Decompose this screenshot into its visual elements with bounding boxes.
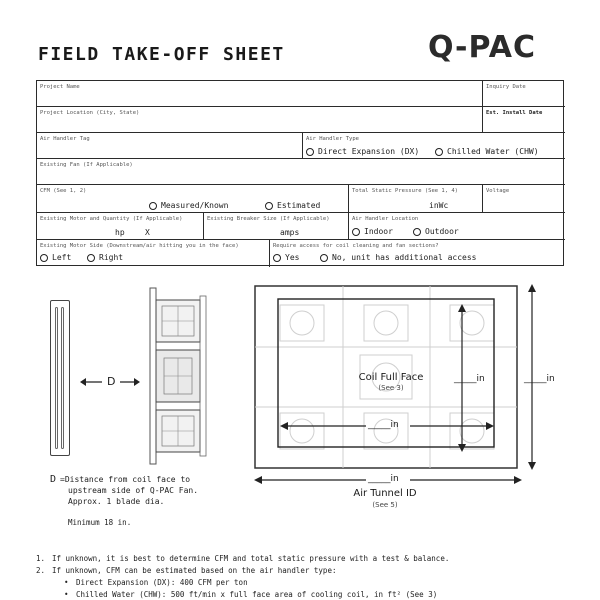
motor-hp-unit: hp (115, 228, 125, 237)
q-pac-logo: Q-PAC (428, 30, 536, 65)
air-handler-tag-field[interactable] (37, 133, 303, 159)
cfm-field (37, 185, 349, 213)
inquiry-date-label: Inquiry Date (486, 84, 526, 90)
est-install-date-field[interactable] (483, 107, 565, 133)
air-handler-type-label: Air Handler Type (306, 136, 359, 142)
option-outdoor[interactable]: Outdoor (413, 227, 459, 236)
access-question-label: Require access for coil cleaning and fan sections? (273, 243, 439, 249)
radio-circle-icon (265, 202, 273, 210)
bullet-icon: • (64, 578, 69, 587)
cfm-label: CFM (See 1, 2) (40, 188, 87, 194)
voltage-label: Voltage (486, 188, 510, 194)
option-no-additional-access[interactable]: No, unit has additional access (320, 253, 477, 262)
option-estimated[interactable]: Estimated (265, 201, 320, 210)
access-field (270, 240, 565, 267)
fan-array-side-view (140, 286, 210, 466)
project-location-field[interactable] (37, 107, 483, 133)
d-definition-note: D =Distance from coil face to upstream side of Q-PAC Fan. Approx. 1 blade dia. (50, 474, 199, 506)
existing-motor-side-field (37, 240, 270, 267)
radio-circle-icon (435, 148, 443, 156)
air-tunnel-id-label: Air Tunnel ID (353, 488, 417, 499)
footnote-bullet: • Direct Expansion (DX): 400 CFM per ton (64, 578, 248, 587)
tsp-unit: inWc (429, 201, 449, 210)
radio-circle-icon (273, 254, 281, 262)
air-handler-location-label: Air Handler Location (352, 216, 419, 222)
footnote-item: 2. If unknown, CFM can be estimated based on the air handler type: (36, 566, 337, 575)
existing-breaker-field[interactable] (204, 213, 349, 240)
project-location-label: Project Location (City, State) (40, 110, 140, 116)
coil-width-input[interactable]: _____in (368, 420, 399, 430)
minimum-distance-note: Minimum 18 in. (68, 518, 132, 527)
footnote-bullet: • Chilled Water (CHW): 500 ft/min x full face area of cooling coil, in ft² (See 3) (64, 590, 438, 599)
option-chilled-water[interactable]: Chilled Water (CHW) (435, 147, 539, 156)
existing-motor-field[interactable] (37, 213, 204, 240)
air-handler-location-field (349, 213, 565, 240)
radio-circle-icon (306, 148, 314, 156)
total-static-pressure-field[interactable] (349, 185, 483, 213)
page-title: FIELD TAKE-OFF SHEET (38, 44, 285, 65)
motor-quantity-x: X (145, 228, 150, 237)
option-yes[interactable]: Yes (273, 253, 299, 262)
bullet-icon: • (64, 590, 69, 599)
tunnel-see-note: (See 5) (372, 501, 398, 509)
coil-see-note: (See 3) (378, 384, 404, 392)
air-handler-type-field (303, 133, 565, 159)
coil-tube (61, 307, 64, 449)
coil-side-view (50, 300, 70, 456)
footnote-item: 1. If unknown, it is best to determine CFM and total static pressure with a test & balance. (36, 554, 450, 563)
d-dimension-label: D (107, 375, 116, 388)
option-indoor[interactable]: Indoor (352, 227, 393, 236)
d-letter: D (50, 474, 57, 485)
project-name-field[interactable] (37, 81, 483, 107)
tunnel-width-input[interactable]: _____in (368, 474, 399, 484)
coil-tube (55, 307, 58, 449)
existing-motor-side-label: Existing Motor Side (Downstream/air hitting you in the face) (40, 243, 239, 249)
radio-circle-icon (40, 254, 48, 262)
project-name-label: Project Name (40, 84, 80, 90)
radio-circle-icon (320, 254, 328, 262)
coil-full-face-label: Coil Full Face (358, 372, 424, 383)
total-static-pressure-label: Total Static Pressure (See 1, 4) (352, 188, 458, 194)
existing-breaker-label: Existing Breaker Size (If Applicable) (207, 216, 330, 222)
radio-circle-icon (149, 202, 157, 210)
est-install-date-label: Est. Install Date (486, 110, 543, 116)
voltage-field[interactable] (483, 185, 565, 213)
breaker-amps-unit: amps (280, 228, 300, 237)
inquiry-date-field[interactable] (483, 81, 565, 107)
air-handler-tag-label: Air Handler Tag (40, 136, 90, 142)
coil-height-input[interactable]: _____in (454, 374, 485, 384)
tunnel-height-input[interactable]: _____in (524, 374, 555, 384)
existing-fan-label: Existing Fan (If Applicable) (40, 162, 133, 168)
radio-circle-icon (87, 254, 95, 262)
radio-circle-icon (352, 228, 360, 236)
existing-fan-field[interactable] (37, 159, 565, 185)
option-left[interactable]: Left (40, 253, 71, 262)
option-direct-expansion[interactable]: Direct Expansion (DX) (306, 147, 419, 156)
radio-circle-icon (413, 228, 421, 236)
take-off-form (36, 80, 564, 266)
option-measured-known[interactable]: Measured/Known (149, 201, 228, 210)
footnotes (36, 553, 576, 600)
existing-motor-label: Existing Motor and Quantity (If Applicable) (40, 216, 183, 222)
option-right[interactable]: Right (87, 253, 123, 262)
